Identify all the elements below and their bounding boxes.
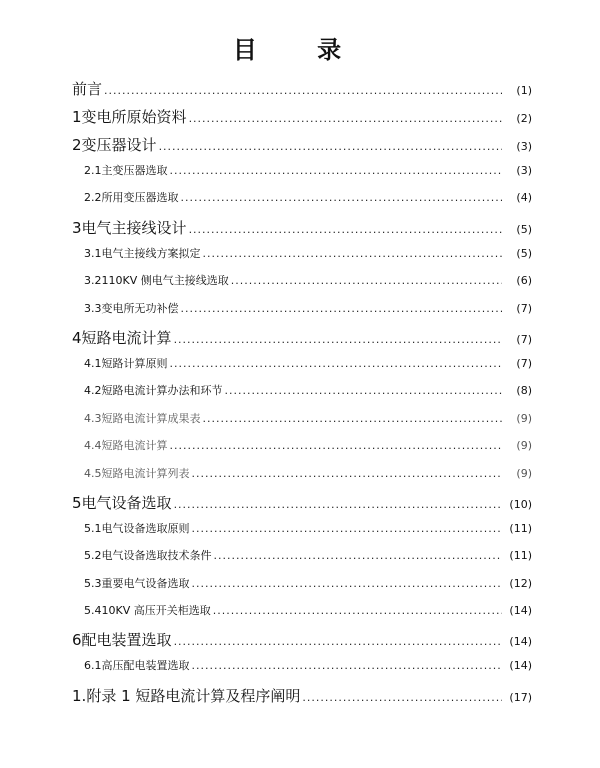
toc-entry-page: (6) [516, 274, 532, 288]
toc-subentry[interactable] [72, 437, 532, 464]
toc-entry-number: 4.4 [84, 439, 102, 453]
dot-leader [181, 302, 503, 315]
dot-leader [231, 274, 502, 287]
toc-entry-page: (1) [516, 84, 532, 97]
dot-leader [170, 164, 503, 177]
toc-entry-label: 变压器设计 [81, 136, 157, 154]
toc-subentry[interactable] [72, 547, 532, 574]
toc-entry-number: 4 [72, 328, 82, 347]
toc-entry[interactable] [72, 106, 532, 134]
toc-entry-label: 重要电气设备选取 [101, 576, 190, 590]
toc-entry-label: 短路电流计算 [101, 439, 168, 453]
toc-subentry[interactable] [72, 575, 532, 602]
toc-entry-number: 6.1 [84, 659, 102, 673]
dot-leader [203, 412, 503, 425]
toc-entry-label: 主变压器选取 [101, 164, 168, 177]
dot-leader [214, 549, 503, 562]
toc-entry[interactable] [72, 685, 532, 713]
toc-entry-page: (4) [516, 191, 532, 205]
toc-subentry[interactable] [72, 355, 532, 382]
toc-entry[interactable] [72, 492, 532, 520]
toc-entry-page: (7) [516, 301, 532, 315]
toc-entry-label: 短路计算原则 [101, 356, 168, 370]
toc-subentry[interactable] [72, 602, 532, 629]
page-title: 目 录 [232, 36, 368, 64]
toc-entry-number: 4.3 [84, 411, 102, 425]
toc-entry-page: (14) [509, 659, 532, 673]
dot-leader [192, 522, 503, 535]
dot-leader [170, 439, 503, 452]
toc-entry-number: 2.2 [84, 191, 102, 205]
toc-entry-label: 电气设备选取 [81, 493, 172, 512]
toc-entry-number: 5.2 [84, 549, 102, 563]
toc-entry-page: (17) [509, 690, 532, 704]
toc-subentry[interactable] [72, 410, 532, 437]
dot-leader [192, 577, 503, 590]
toc-entry-label: 所用变压器选取 [101, 191, 179, 205]
toc-entry-number: 1. [72, 686, 87, 705]
toc-entry-number: 6 [72, 631, 82, 650]
toc-entry-label: 短路电流计算成果表 [101, 411, 201, 425]
toc-entry-page: (10) [509, 497, 532, 511]
dot-leader [213, 604, 502, 617]
toc-entry-page: (8) [516, 384, 532, 398]
toc-entry-label: 电气设备选取原则 [101, 521, 190, 535]
toc-entry-label: 变电所原始资料 [81, 108, 187, 126]
dot-leader [189, 223, 502, 236]
toc-entry-number: 5.3 [84, 576, 102, 590]
dot-leader [225, 384, 503, 397]
toc-entry-page: (14) [509, 635, 532, 649]
toc-subentry[interactable] [72, 245, 532, 272]
toc-entry-number: 2.1 [84, 164, 102, 177]
dot-leader [203, 247, 503, 260]
toc-subentry[interactable] [72, 162, 532, 189]
dot-leader [174, 333, 502, 346]
dot-leader [174, 635, 502, 648]
dot-leader [192, 467, 503, 480]
dot-leader [174, 498, 502, 511]
dot-leader [181, 191, 503, 204]
dot-leader [302, 691, 502, 704]
toc-subentry[interactable] [72, 465, 532, 492]
toc-entry-number: 1 [72, 108, 82, 126]
toc-entry-page: (5) [516, 246, 532, 260]
toc-entry-page: (9) [516, 439, 532, 453]
toc-entry[interactable] [72, 134, 532, 162]
toc-entry-page: (14) [509, 604, 532, 618]
toc-entry-label: 短路电流计算 [81, 328, 172, 347]
toc-entry-label: 110KV 侧电气主接线选取 [101, 274, 229, 288]
toc-entry-label: 配电装置选取 [81, 631, 172, 650]
toc-entry-label: 前言 [72, 80, 103, 98]
toc-entry-page: (5) [516, 222, 532, 236]
dot-leader [104, 84, 502, 97]
toc-subentry[interactable] [72, 189, 532, 216]
toc-entry-page: (12) [509, 576, 532, 590]
dot-leader [159, 140, 502, 153]
toc-entry-page: (3) [516, 164, 532, 177]
toc-entry-number: 3 [72, 218, 82, 237]
toc-subentry[interactable] [72, 382, 532, 409]
toc-entry-page: (2) [516, 112, 532, 125]
toc-entry-label: 短路电流计算列表 [101, 466, 190, 480]
toc-entry-number: 5.4 [84, 604, 102, 618]
toc-entry-number: 4.5 [84, 466, 102, 480]
dot-leader [189, 112, 502, 125]
table-of-contents [72, 78, 532, 713]
toc-entry[interactable] [72, 327, 532, 355]
toc-entry-label: 电气设备选取技术条件 [101, 549, 212, 563]
toc-entry-number: 4.1 [84, 356, 102, 370]
toc-entry[interactable] [72, 217, 532, 245]
toc-entry-label: 高压配电装置选取 [101, 659, 190, 673]
toc-entry-label: 10KV 高压开关柜选取 [101, 604, 211, 618]
toc-entry-label: 电气主接线方案拟定 [101, 246, 201, 260]
dot-leader [170, 357, 503, 370]
toc-entry-page: (11) [509, 549, 532, 563]
toc-subentry[interactable] [72, 657, 532, 684]
toc-entry-number: 3.3 [84, 301, 102, 315]
toc-entry-label: 附录 1 短路电流计算及程序阐明 [86, 686, 301, 705]
toc-entry-number: 2 [72, 136, 82, 154]
toc-entry-page: (3) [516, 140, 532, 153]
toc-subentry[interactable] [72, 520, 532, 547]
toc-entry-number: 5 [72, 493, 82, 512]
toc-entry-label: 变电所无功补偿 [101, 301, 179, 315]
toc-entry-page: (7) [516, 356, 532, 370]
dot-leader [192, 659, 503, 672]
toc-subentry[interactable] [72, 272, 532, 299]
toc-entry[interactable] [72, 629, 532, 657]
toc-entry-page: (11) [509, 521, 532, 535]
toc-entry-number: 3.2 [84, 274, 102, 288]
toc-entry-page: (9) [516, 411, 532, 425]
toc-entry-number: 5.1 [84, 521, 102, 535]
toc-entry[interactable] [72, 78, 532, 106]
toc-subentry[interactable] [72, 300, 532, 327]
toc-entry-label: 短路电流计算办法和环节 [101, 384, 223, 398]
toc-entry-number: 3.1 [84, 246, 102, 260]
toc-entry-label: 电气主接线设计 [81, 218, 187, 237]
toc-entry-page: (7) [516, 332, 532, 346]
toc-entry-page: (9) [516, 466, 532, 480]
toc-entry-number: 4.2 [84, 384, 102, 398]
